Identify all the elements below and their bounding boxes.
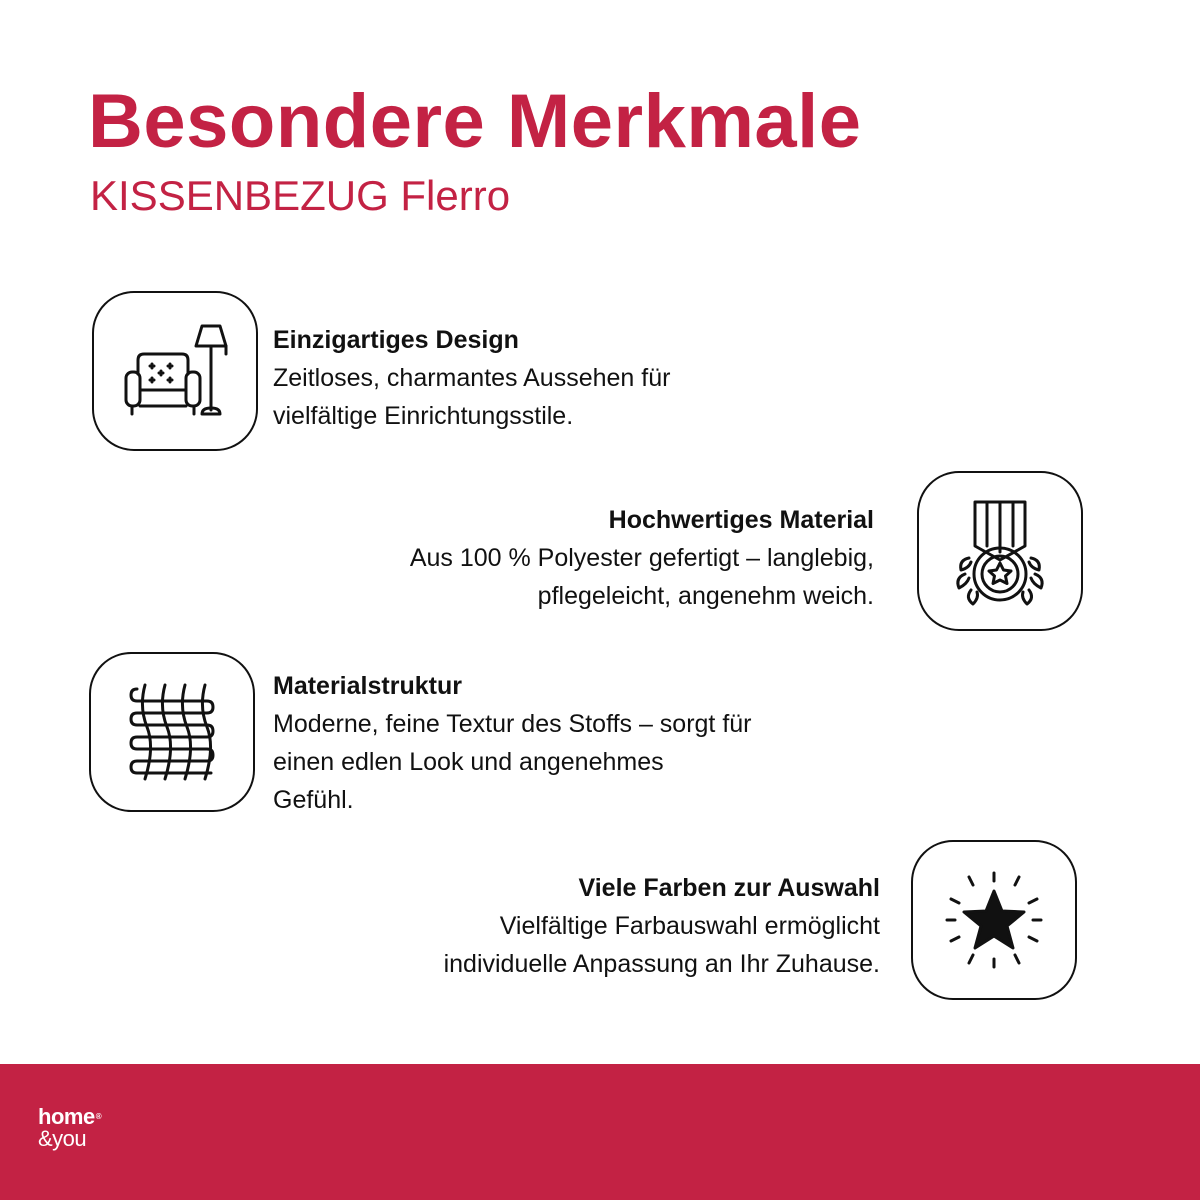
feature-icon-box-3 [89, 652, 255, 812]
feature-1-description: Zeitloses, charmantes Aussehen für vielfältige Einrichtungsstile. [273, 364, 671, 430]
feature-3 [273, 667, 752, 819]
feature-2-description: Aus 100 % Polyester gefertigt – langlebig, pflegeleicht, angenehm weich. [409, 544, 874, 610]
feature-3-description: Moderne, feine Textur des Stoffs – sorgt für einen edlen Look und angenehmes Gefühl. [273, 710, 752, 814]
medal-icon [935, 486, 1065, 616]
feature-icon-box-4 [911, 840, 1077, 1000]
armchair-lamp-icon [110, 306, 240, 436]
logo-home: home® [38, 1104, 102, 1129]
feature-4 [444, 869, 880, 983]
feature-4-title: Viele Farben zur Auswahl [578, 874, 880, 902]
page-title: Besondere Merkmale [88, 79, 862, 164]
feature-2 [410, 501, 874, 615]
product-subtitle: KISSENBEZUG Flerro [90, 172, 511, 219]
feature-icon-box-2 [917, 471, 1083, 631]
feature-icon-box-1 [92, 291, 258, 451]
feature-1-title: Einzigartiges Design [273, 326, 519, 354]
feature-3-title: Materialstruktur [273, 672, 462, 700]
logo-and-you: &you [38, 1126, 87, 1151]
brand-logo[interactable] [38, 1106, 101, 1150]
feature-1 [273, 321, 670, 435]
footer-bar [0, 1064, 1200, 1200]
woven-fabric-icon [107, 667, 237, 797]
star-burst-icon [929, 855, 1059, 985]
feature-2-title: Hochwertiges Material [608, 506, 874, 534]
feature-4-description: Vielfältige Farbauswahl ermöglicht individuelle Anpassung an Ihr Zuhause. [443, 912, 880, 978]
